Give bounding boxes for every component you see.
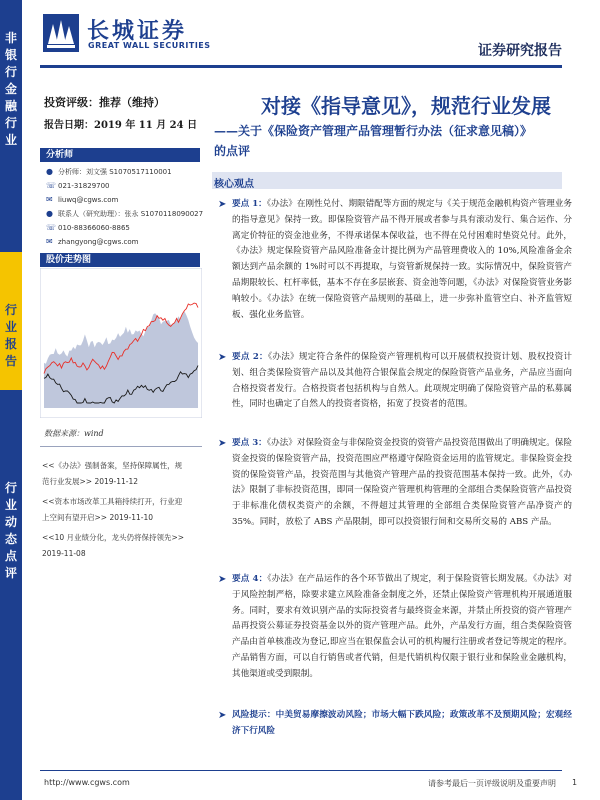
analyst-line: ☏ 021-31829700 [46, 181, 110, 190]
stock-price-chart [40, 268, 202, 418]
related-report-date: 范行业发展>> 2019-11-12 [42, 477, 139, 486]
risk-label: 风险提示： [232, 710, 276, 720]
footer-divider [40, 770, 562, 771]
analyst-line[interactable]: ✉ zhangyong@cgws.com [46, 237, 139, 246]
bullet-icon: ➤ [218, 352, 227, 363]
analyst-line: ● 联系人（研究助理）：张永 S1070118090027 [46, 209, 204, 218]
footer-disclaimer: 请参考最后一页评级说明及重要声明 [428, 779, 556, 788]
bullet-icon: ➤ [218, 199, 227, 210]
key-point [232, 197, 572, 323]
brand-name-en: GREAT WALL SECURITIES [88, 41, 211, 50]
key-point [232, 350, 572, 413]
analyst-section-header: 分析师 [40, 148, 200, 162]
key-point [232, 436, 572, 531]
key-point-label: 要点 4： [232, 574, 268, 584]
related-report-date: 上空间有望开启>> 2019-11-10 [42, 513, 154, 522]
report-sub-strip [0, 390, 22, 800]
chart-source: 数据来源：wind [44, 429, 104, 438]
investment-rating: 投资评级：推荐（维持） [44, 96, 165, 109]
email-icon: ✉ [46, 237, 53, 246]
report-title: 对接《指导意见》，规范行业发展 [261, 94, 551, 118]
report-kind-label: 行 业 报 告 [4, 303, 17, 368]
analyst-line: ● 分析师：刘文强 S1070517110001 [46, 167, 172, 176]
chart-section-header: 股价走势图 [40, 253, 200, 267]
key-point-text: 《办法》在刚性兑付、期限错配等方面的规定与《关于规范金融机构资产管理业务的指导意见》保持一致。即保险资管产品不得开展或者参与具有滚动发行、集合运作、分离定价特征的资金池业务，不得承诺保本保收益，也不得在兑付困难时垫资兑付。此外，《办法》规定保险资管产品风险准备金计提比例为产品管理费收入的 10%,风险准备金余额达到产品余额的 1%时可以不再提取，与资管新规保持一致。实际情况中，保险资管产品期限较长、杠杆率低，基本不存在多层嵌套、资金池等问题，《办法》对保险资管业务影响较小。《办法》在统一保险资管产品规则的基础上，进一步弥补监管空白、补齐监管短板、强化业务监管。 [232, 199, 572, 320]
report-type: 证券研究报告 [478, 43, 562, 59]
key-point [232, 572, 572, 683]
email-icon: ✉ [46, 195, 53, 204]
core-view-header-bg [212, 172, 562, 189]
header-divider [40, 65, 562, 68]
key-point-label: 要点 3： [232, 438, 267, 448]
report-sub-label: 行 业 动 态 点 评 [4, 481, 17, 580]
bullet-icon: ➤ [218, 438, 227, 449]
related-report-link[interactable]: <<资本市场改革工具箱持续打开，行业迎 [42, 497, 183, 506]
key-point-text: 《办法》对保险资金与非保险资金投资的资管产品投资范围做出了明确规定。保险资金投资的保险资管产品，投资范围应严格遵守保险资金运用的监管规定。非保险资金投资的保险资管产品，投资范围与其他资产管理产品的投资范围基本保持一致。此外，《办法》限制了非标投资范围，即同一保险资产管理机构管理的全部组合类保险资管产品投资于非标准化债权类资产的余额，不得超过其管理的全部组合类保险资管产品净资产的 35%。同时，放松了 ABS 产品限制，即可以投资银行间和交易所交易的 ABS 产品。 [232, 438, 572, 527]
phone-icon: ☏ [46, 223, 57, 232]
analyst-line[interactable]: ✉ liuwq@cgws.com [46, 195, 119, 204]
related-divider [40, 446, 202, 447]
brand-logo-icon [43, 14, 79, 52]
related-report-link[interactable]: <<10 月业绩分化，龙头仍将保持领先>> [42, 533, 185, 542]
related-report-date: 2019-11-08 [42, 549, 86, 558]
person-icon: ● [46, 167, 53, 176]
key-point-label: 要点 1： [232, 199, 267, 209]
report-subtitle-cont: 的点评 [214, 144, 251, 158]
key-point-label: 要点 2： [232, 352, 268, 362]
page-number: 1 [572, 778, 578, 787]
person-icon: ● [46, 209, 53, 218]
industry-label: 非 银 行 金 融 行 业 [4, 31, 17, 147]
phone-icon: ☏ [46, 181, 57, 190]
analyst-line: ☏ 010-88366060-8865 [46, 223, 130, 232]
risk-text: 中美贸易摩擦波动风险；市场大幅下跌风险；政策改革不及预期风险；宏观经济下行风险 [232, 710, 572, 736]
risk-warning [232, 708, 572, 740]
brand-name: 长城证券 [87, 19, 188, 44]
key-point-text: 《办法》规定符合条件的保险资产管理机构可以开展债权投资计划、股权投资计划、组合类保险资管产品以及其他符合银保监会规定的保险资管产品业务，产品应当面向合格投资者发行。合格投资者包括机构与自然人。此项规定明确了保险资管产品的私募属性，同时也确定了自然人的投资者资格，拓宽了投资者的范围。 [232, 352, 572, 410]
report-subtitle: ——关于《保险资产管理产品管理暂行办法（征求意见稿）》 [214, 124, 533, 138]
bullet-icon: ➤ [218, 710, 227, 721]
report-date: 报告日期：2019 年 11 月 24 日 [44, 120, 198, 131]
footer-url[interactable]: http://www.cgws.com [44, 778, 130, 787]
related-report-link[interactable]: <<《办法》强制备案，坚持保障属性，规 [42, 461, 183, 470]
bullet-icon: ➤ [218, 574, 227, 585]
core-view-header: 核心观点 [214, 179, 254, 190]
key-point-text: 《办法》在产品运作的各个环节做出了规定，利于保险资管长期发展。《办法》对于风险控制严格，除要求建立风险准备金制度之外，还禁止保险资产管理机构开展通道服务。同时，要求有效识别产品的实际投资者与最终资金来源，并禁止所投资的资产管理产品再投资公募证券投资基金以外的资产管理产品。此外，产品发行方面，组合类保险资管产品由首单核准改为登记,即应当在银保监会认可的机构履行注册或者登记等规定的程序。产品销售方面，可以自行销售或者代销，但是代销机构仅限于银行业和保险业金融机构，其他渠道或受到限制。 [232, 574, 572, 679]
